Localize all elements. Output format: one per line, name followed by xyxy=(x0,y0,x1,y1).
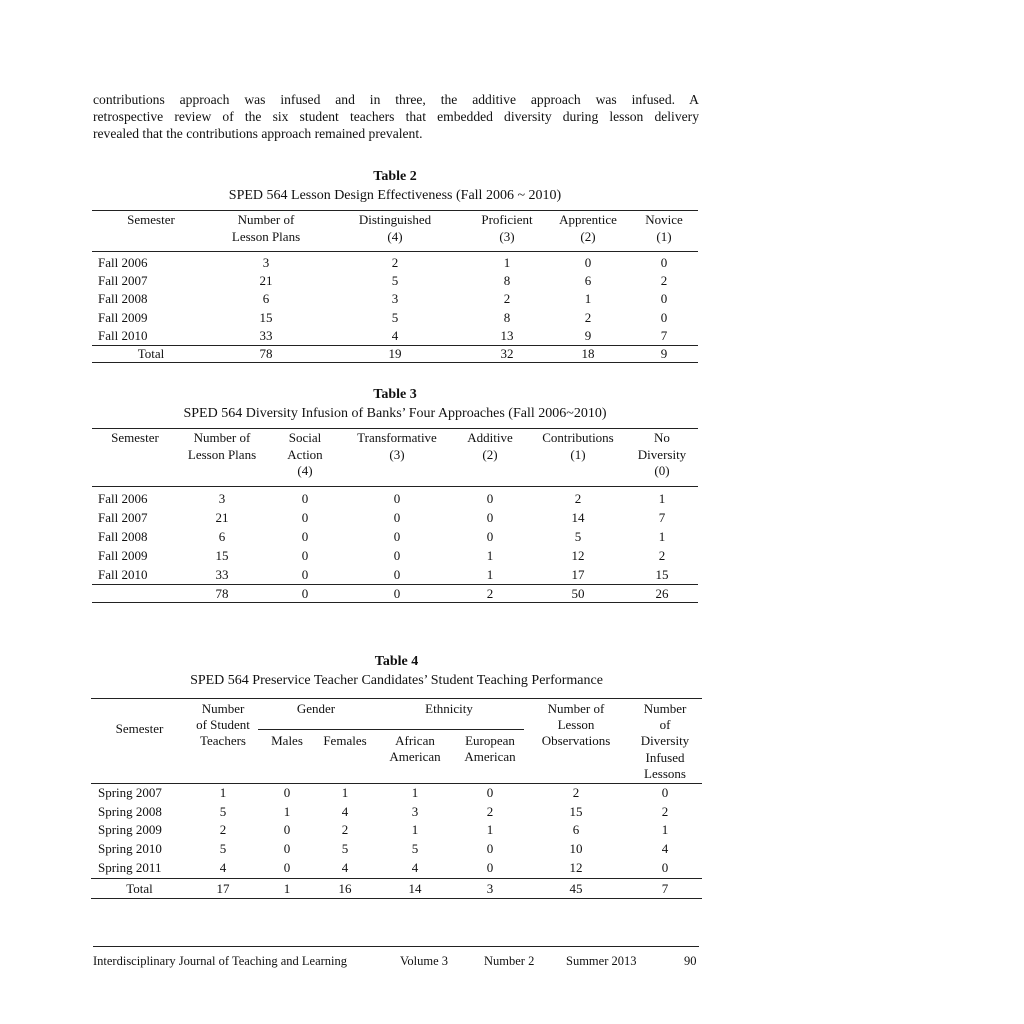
table-cell: Fall 2006 xyxy=(98,490,148,506)
table-cell: Fall 2010 xyxy=(98,566,148,582)
header-text: African xyxy=(395,733,435,749)
table-cell: 7 xyxy=(660,327,668,343)
header-text: Gender xyxy=(296,701,336,716)
table-cell: 5 xyxy=(574,528,582,544)
table-cell: 0 xyxy=(660,255,668,270)
table-cell: 7 xyxy=(628,878,702,898)
header-text: American xyxy=(389,749,441,765)
table-row xyxy=(92,565,698,585)
table2-number: Table 2 xyxy=(373,169,417,184)
table-row xyxy=(92,546,698,565)
table-cell: 7 xyxy=(658,509,666,525)
table-cell: Spring 2007 xyxy=(98,785,162,801)
header-text: Apprentice xyxy=(559,212,617,227)
table-cell: 3 xyxy=(456,878,524,898)
table-cell: 6 xyxy=(584,273,592,289)
table3-header-cell xyxy=(530,429,626,487)
table4-header-cell xyxy=(91,699,188,784)
table-cell: 0 xyxy=(486,528,494,544)
table-cell: Spring 2010 xyxy=(98,841,162,857)
intro-line: retrospective review of the six student teachers that embedded diversity during lesson delivery xyxy=(93,109,699,125)
table-cell: 1 xyxy=(584,291,592,307)
table-cell: 2 xyxy=(341,822,349,838)
table-cell: 2 xyxy=(391,255,399,270)
table3-number: Table 3 xyxy=(373,387,417,402)
header-text: Ethnicity xyxy=(425,701,473,716)
table2-header-cell xyxy=(322,211,468,252)
table2-header-cell xyxy=(630,211,698,252)
header-text: Number xyxy=(643,701,687,716)
header-text: Infused xyxy=(645,749,685,765)
header-text: Males xyxy=(271,733,303,749)
table-cell: 2 xyxy=(658,547,666,563)
header-text: Lesson xyxy=(557,717,595,733)
table-cell: 0 xyxy=(486,859,494,875)
table-cell: 1 xyxy=(503,255,511,270)
header-text: Action xyxy=(287,446,323,462)
table-cell: 12 xyxy=(571,547,585,563)
table-row xyxy=(91,859,702,878)
table-cell: Fall 2009 xyxy=(98,309,148,325)
header-text: Number of xyxy=(547,701,605,716)
table3-header-cell xyxy=(178,429,266,487)
table-row xyxy=(91,840,702,859)
table-cell: 21 xyxy=(259,273,273,289)
header-text: (3) xyxy=(389,446,405,462)
table-cell: Fall 2007 xyxy=(98,509,148,525)
header-text: Lesson Plans xyxy=(187,446,257,462)
table-cell: 1 xyxy=(411,785,419,801)
header-text: (2) xyxy=(580,228,596,244)
table4-header-row xyxy=(91,699,702,730)
header-text: Semester xyxy=(127,212,175,227)
table-cell: 2 xyxy=(486,803,494,819)
table3-header-cell xyxy=(92,429,178,487)
table-cell: 0 xyxy=(301,528,309,544)
table-cell: 9 xyxy=(630,345,698,362)
table-cell: 17 xyxy=(571,566,585,582)
table2 xyxy=(92,210,698,363)
table-cell: 2 xyxy=(450,584,530,602)
table-cell: 5 xyxy=(219,803,227,819)
table-cell: 33 xyxy=(215,566,229,582)
table-cell: 4 xyxy=(219,859,227,875)
table-cell: Fall 2008 xyxy=(98,528,148,544)
header-text: Distinguished xyxy=(358,212,432,227)
table-row xyxy=(92,527,698,546)
table-cell: 8 xyxy=(503,309,511,325)
table4-header-cell xyxy=(524,699,628,784)
table-cell: 12 xyxy=(569,859,583,875)
table3-header-row xyxy=(92,429,698,487)
table4-header-cell xyxy=(188,699,258,784)
table-cell: 50 xyxy=(530,584,626,602)
table-cell: 2 xyxy=(219,822,227,838)
table4-header-cell xyxy=(374,730,456,784)
table-cell: 0 xyxy=(301,547,309,563)
footer-page-number: 90 xyxy=(684,954,697,968)
header-text: Semester xyxy=(115,721,164,736)
table-row xyxy=(91,803,702,822)
table-cell: Spring 2009 xyxy=(98,822,162,838)
table-cell: 0 xyxy=(661,785,669,801)
table-row xyxy=(92,486,698,508)
table-row xyxy=(92,508,698,527)
table-row xyxy=(92,309,698,327)
table-cell xyxy=(92,584,178,602)
table-cell: 21 xyxy=(215,509,229,525)
footer-season: Summer 2013 xyxy=(566,954,637,968)
header-text: (4) xyxy=(387,228,403,244)
header-text: Proficient xyxy=(481,212,533,227)
table4-header-cell xyxy=(628,699,702,784)
table-cell: 32 xyxy=(468,345,546,362)
table4-title: SPED 564 Preservice Teacher Candidates’ Student Teaching Performance xyxy=(190,672,603,688)
table-cell: 0 xyxy=(660,309,668,325)
header-text: Additive xyxy=(467,430,513,445)
table-cell: 8 xyxy=(503,273,511,289)
table2-header-cell xyxy=(210,211,322,252)
table-cell: 0 xyxy=(301,566,309,582)
table-cell: 3 xyxy=(262,255,270,270)
table-cell: 0 xyxy=(283,859,291,875)
table-cell: 2 xyxy=(660,273,668,289)
table-cell: 1 xyxy=(658,528,666,544)
table-cell: 0 xyxy=(393,509,401,525)
table-cell: 4 xyxy=(341,859,349,875)
header-text: Transformative xyxy=(357,430,437,445)
intro-line: contributions approach was infused and in three, the additive approach was infused. A xyxy=(93,92,699,107)
table-cell: 10 xyxy=(569,841,583,857)
table-cell: 17 xyxy=(188,878,258,898)
table2-header-row xyxy=(92,211,698,252)
table-cell: 0 xyxy=(301,509,309,525)
page-footer xyxy=(93,946,699,972)
header-text: (1) xyxy=(656,228,672,244)
table-cell: 0 xyxy=(584,255,592,270)
table2-header-cell xyxy=(546,211,630,252)
table4-header-cell xyxy=(456,730,524,784)
table-cell: 1 xyxy=(219,785,227,801)
header-text: Observations xyxy=(541,733,611,749)
table-cell: 0 xyxy=(486,841,494,857)
table4-header-cell xyxy=(258,730,316,784)
table-row xyxy=(92,252,698,273)
table-cell: 2 xyxy=(503,291,511,307)
table-cell: 15 xyxy=(569,803,583,819)
table-cell: Total xyxy=(92,345,210,362)
table-cell: 2 xyxy=(584,309,592,325)
header-text: Number of xyxy=(193,430,251,445)
table-cell: 19 xyxy=(322,345,468,362)
header-text: European xyxy=(465,733,515,749)
table-cell: 78 xyxy=(210,345,322,362)
table-cell: 0 xyxy=(486,490,494,506)
table-cell: 5 xyxy=(341,841,349,857)
header-text: Social xyxy=(288,430,322,445)
table-cell: 9 xyxy=(584,327,592,343)
table3-header-cell xyxy=(266,429,344,487)
table-cell: 3 xyxy=(391,291,399,307)
table-cell: 0 xyxy=(266,584,344,602)
table-cell: 0 xyxy=(486,509,494,525)
table-cell: 1 xyxy=(258,878,316,898)
table3-header-cell xyxy=(626,429,698,487)
table-cell: 2 xyxy=(572,785,580,801)
table2-caption xyxy=(92,168,698,205)
table-cell: Fall 2007 xyxy=(98,273,148,289)
table-cell: 1 xyxy=(283,803,291,819)
table-cell: Spring 2011 xyxy=(98,859,162,875)
table2-header-cell xyxy=(92,211,210,252)
table4-header-cell xyxy=(316,730,374,784)
footer-journal: Interdisciplinary Journal of Teaching and Learning xyxy=(93,954,348,968)
table2-header-cell xyxy=(468,211,546,252)
table-row xyxy=(92,290,698,308)
table-cell: 1 xyxy=(486,547,494,563)
table-row xyxy=(92,272,698,290)
table-cell: 1 xyxy=(661,822,669,838)
table-cell: 3 xyxy=(218,490,226,506)
table-cell: 0 xyxy=(344,584,450,602)
table-cell: Fall 2008 xyxy=(98,291,148,307)
table-cell: 2 xyxy=(574,490,582,506)
table4 xyxy=(91,698,702,899)
table4-header-cell xyxy=(258,699,374,730)
header-text: Lesson Plans xyxy=(231,228,301,244)
table-cell: 1 xyxy=(658,490,666,506)
header-text: (1) xyxy=(570,446,586,462)
table-cell: Fall 2010 xyxy=(98,327,148,343)
header-text: Number xyxy=(201,701,245,716)
table4-caption xyxy=(91,653,702,690)
header-text: Diversity xyxy=(640,733,690,749)
table-row xyxy=(92,327,698,346)
table-cell: 78 xyxy=(178,584,266,602)
table-cell: 15 xyxy=(259,309,273,325)
table-cell: 3 xyxy=(411,803,419,819)
table-cell: 33 xyxy=(259,327,273,343)
footer-volume: Volume 3 xyxy=(400,954,449,968)
header-text: (4) xyxy=(297,463,313,478)
table-cell: 14 xyxy=(374,878,456,898)
table-cell: 1 xyxy=(341,785,349,801)
table-cell: 4 xyxy=(411,859,419,875)
header-text: Novice xyxy=(645,212,683,227)
table-cell: 4 xyxy=(341,803,349,819)
header-text: Females xyxy=(323,733,367,749)
table-cell: 0 xyxy=(283,822,291,838)
table3 xyxy=(92,428,698,603)
table-cell: 0 xyxy=(283,841,291,857)
table-cell: 0 xyxy=(661,859,669,875)
header-text: Diversity xyxy=(637,446,687,462)
header-text: Contributions xyxy=(542,430,614,445)
table-cell: 6 xyxy=(572,822,580,838)
header-text: Semester xyxy=(111,430,159,445)
table4-number: Table 4 xyxy=(374,654,419,669)
table-cell: 2 xyxy=(661,803,669,819)
table-cell: 45 xyxy=(524,878,628,898)
table-cell: 5 xyxy=(411,841,419,857)
table-cell: 6 xyxy=(218,528,226,544)
table-cell: 1 xyxy=(486,822,494,838)
intro-line: revealed that the contributions approach remained prevalent. xyxy=(93,126,423,142)
table-cell: 13 xyxy=(500,327,514,343)
table-cell: 0 xyxy=(393,547,401,563)
header-text: of Student xyxy=(196,717,250,733)
table-cell: 5 xyxy=(219,841,227,857)
table-cell: Fall 2006 xyxy=(98,255,148,270)
table-cell: 0 xyxy=(486,785,494,801)
table3-header-cell xyxy=(344,429,450,487)
table-cell: 0 xyxy=(393,566,401,582)
header-text: American xyxy=(464,749,516,765)
footer-number: Number 2 xyxy=(484,954,535,968)
table-cell: Fall 2009 xyxy=(98,547,148,563)
table-cell: 0 xyxy=(393,528,401,544)
table3-caption xyxy=(92,386,698,423)
header-text: of xyxy=(659,717,671,733)
table4-header-cell xyxy=(374,699,524,730)
table-cell: 15 xyxy=(655,566,669,582)
table-row xyxy=(91,784,702,803)
table-cell: 16 xyxy=(316,878,374,898)
header-text: No xyxy=(654,430,670,445)
table-cell: 4 xyxy=(391,327,399,343)
table-cell: 0 xyxy=(283,785,291,801)
table3-title: SPED 564 Diversity Infusion of Banks’ Four Approaches (Fall 2006~2010) xyxy=(183,405,607,421)
table-cell: Spring 2008 xyxy=(98,803,162,819)
header-text: (0) xyxy=(654,463,670,478)
table-cell: 1 xyxy=(486,566,494,582)
table2-title: SPED 564 Lesson Design Effectiveness (Fall 2006 ~ 2010) xyxy=(228,187,562,203)
table-cell: 14 xyxy=(571,509,585,525)
table-cell: 1 xyxy=(411,822,419,838)
header-text: (2) xyxy=(482,446,498,462)
header-text: Teachers xyxy=(199,733,246,749)
header-text: Number of xyxy=(237,212,295,227)
table-cell: 0 xyxy=(301,490,309,506)
table-cell: 5 xyxy=(391,273,399,289)
table-cell: 0 xyxy=(660,291,668,307)
table-cell: 5 xyxy=(391,309,399,325)
table-cell: 4 xyxy=(661,841,669,857)
table-cell: 26 xyxy=(626,584,698,602)
table-cell: 0 xyxy=(393,490,401,506)
table4-total-row xyxy=(91,878,702,898)
table-cell: 18 xyxy=(546,345,630,362)
table-cell: 15 xyxy=(215,547,229,563)
header-text: (3) xyxy=(499,228,515,244)
table3-total-row xyxy=(92,584,698,602)
table2-total-row xyxy=(92,345,698,362)
header-text: Lessons xyxy=(644,765,686,781)
table-cell: 6 xyxy=(262,291,270,307)
table3-header-cell xyxy=(450,429,530,487)
table-row xyxy=(91,821,702,840)
intro-paragraph xyxy=(93,91,699,143)
table-cell: Total xyxy=(91,878,188,898)
